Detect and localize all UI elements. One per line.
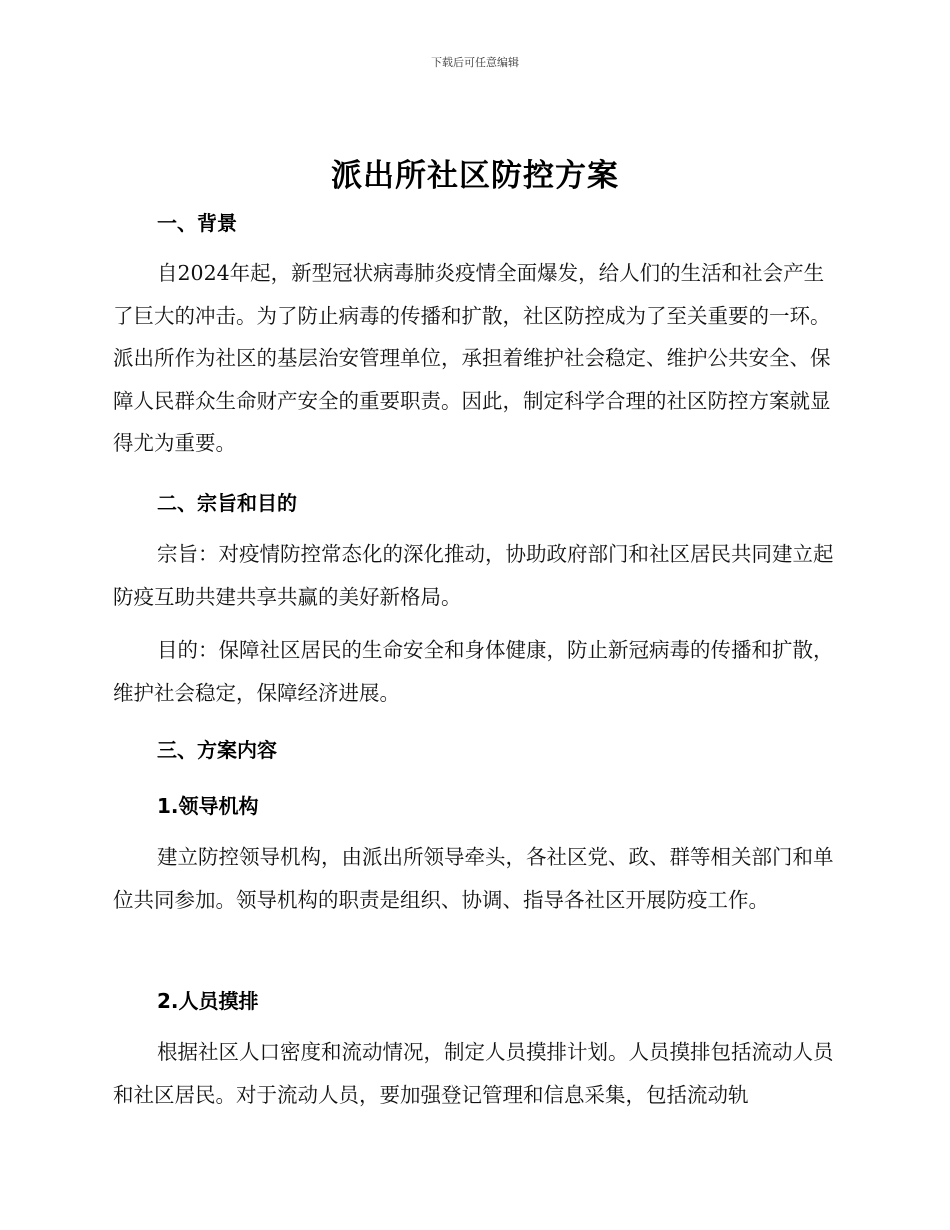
- paragraph-goal: 目的：保障社区居民的生命安全和身体健康，防止新冠病毒的传播和扩散，维护社会稳定，保障经济进展。: [113, 638, 834, 705]
- subsection-heading-screening: 2.人员摸排: [157, 989, 259, 1013]
- section-heading-content: 三、方案内容: [157, 738, 277, 762]
- paragraph-screening: 根据社区人口密度和流动情况，制定人员摸排计划。人员摸排包括流动人员和社区居民。对于流动人员，要加强登记管理和信息采集，包括流动轨: [113, 1040, 834, 1107]
- header-note: 下载后可任意编辑: [431, 56, 519, 69]
- section-heading-purpose: 二、宗旨和目的: [157, 491, 297, 515]
- paragraph-tenet: 宗旨：对疫情防控常态化的深化推动，协助政府部门和社区居民共同建立起防疫互助共建共享共赢的美好新格局。: [113, 542, 834, 609]
- subsection-heading-leadership: 1.领导机构: [157, 794, 259, 818]
- document-title: 派出所社区防控方案: [331, 158, 619, 194]
- paragraph-background: 自2024年起，新型冠状病毒肺炎疫情全面爆发，给人们的生活和社会产生了巨大的冲击。为了防止病毒的传播和扩散，社区防控成为了至关重要的一环。派出所作为社区的基层治安管理单位，承担着维护社会稳定、维护公共安全、保障人民群众生命财产安全的重要职责。因此，制定科学合理的社区防控方案就显得尤为重要。: [113, 261, 831, 455]
- section-heading-background: 一、背景: [157, 211, 237, 235]
- paragraph-leadership: 建立防控领导机构，由派出所领导牵头，各社区党、政、群等相关部门和单位共同参加。领导机构的职责是组织、协调、指导各社区开展防疫工作。: [113, 845, 834, 912]
